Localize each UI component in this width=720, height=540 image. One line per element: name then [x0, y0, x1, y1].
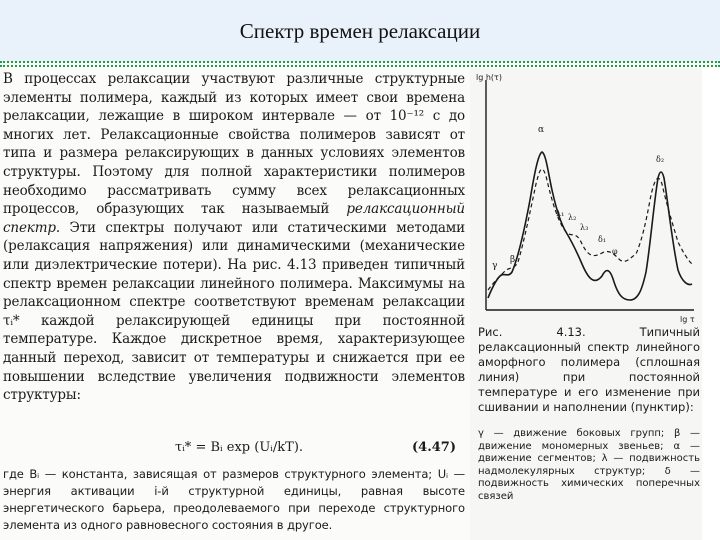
peak-label-delta1: δ₁	[598, 235, 607, 244]
figure-caption-legend: γ — движение боковых групп; β — движение мономерных звеньев; α — движение сегментов; λ — подвижность надмолекулярных структур; δ — подвижность химических поперечных связей	[478, 428, 700, 502]
y-axis-label: lg h(τ)	[476, 73, 502, 82]
title-divider	[0, 61, 720, 67]
peak-label-lambda2: λ₂	[568, 213, 577, 222]
body-text	[3, 70, 465, 405]
paragraph-2: Эти спектры получают или статическими методами (релаксация напряжения) или динамическими (механические или диэлектрические потери). На рис. 4.13 приведен типичный спектр времен релаксации линейного полимера. Максимумы на релаксационном спектре соответствуют временам релаксации τᵢ* каждой релаксирующей единицы при постоянной температуре. Каждое дискретное время, характеризующее данный переход, зависит от температуры и снижается при ее повышении вследствие увеличения подвижности элементов структуры:	[3, 219, 465, 404]
peak-label-alpha: α	[538, 125, 545, 135]
emphasized-term: релаксационный спектр.	[3, 201, 465, 236]
peak-label-delta2: δ₂	[656, 155, 665, 164]
formula: τᵢ* = Bᵢ exp (Uᵢ/kT).	[175, 440, 304, 455]
right-margin	[702, 68, 720, 540]
peak-label-lambda3: λ₃	[580, 223, 589, 232]
formula-row	[0, 440, 462, 460]
equation-number: (4.47)	[412, 440, 456, 455]
dashed-spectrum-curve	[488, 169, 692, 290]
footnote: где Bᵢ — константа, зависящая от размеров структурного элемента; Uᵢ — энергия активации i-й структурной единицы, равная высоте энергетического барьера, преодолеваемого при переходе структурного элемента из одного равновесного состояния в другое.	[3, 467, 465, 532]
x-axis-label: lg τ	[680, 315, 695, 324]
solid-spectrum-curve	[488, 152, 692, 300]
figure-caption-title: Рис. 4.13. Типичный релаксационный спектр линейного аморфного полимера (сплошная линия) при постоянной температуре и его изменение при сшивании и наполнении (пунктир):	[478, 325, 700, 414]
peak-label-lambda1: λ₁	[556, 209, 565, 218]
peak-label-phi: φ	[612, 247, 618, 256]
relaxation-spectrum-figure	[472, 72, 700, 324]
slide-title: Спектр времен релаксации	[239, 19, 481, 43]
peak-label-gamma: γ	[492, 261, 498, 271]
paragraph-1: В процессах релаксации участвуют различные структурные элементы полимера, каждый из которых имеет свои времена релаксации, лежащие в широком интервале — от 10⁻¹² с до многих лет. Релаксационные свойства полимеров зависят от типа и размера релаксирующих в данных условиях элементов структуры. Поэтому для полной характеристики полимеров необходимо рассматривать сумму всех релаксационных процессов, образующих так называемый	[3, 71, 465, 218]
peak-label-beta: β	[510, 255, 516, 265]
